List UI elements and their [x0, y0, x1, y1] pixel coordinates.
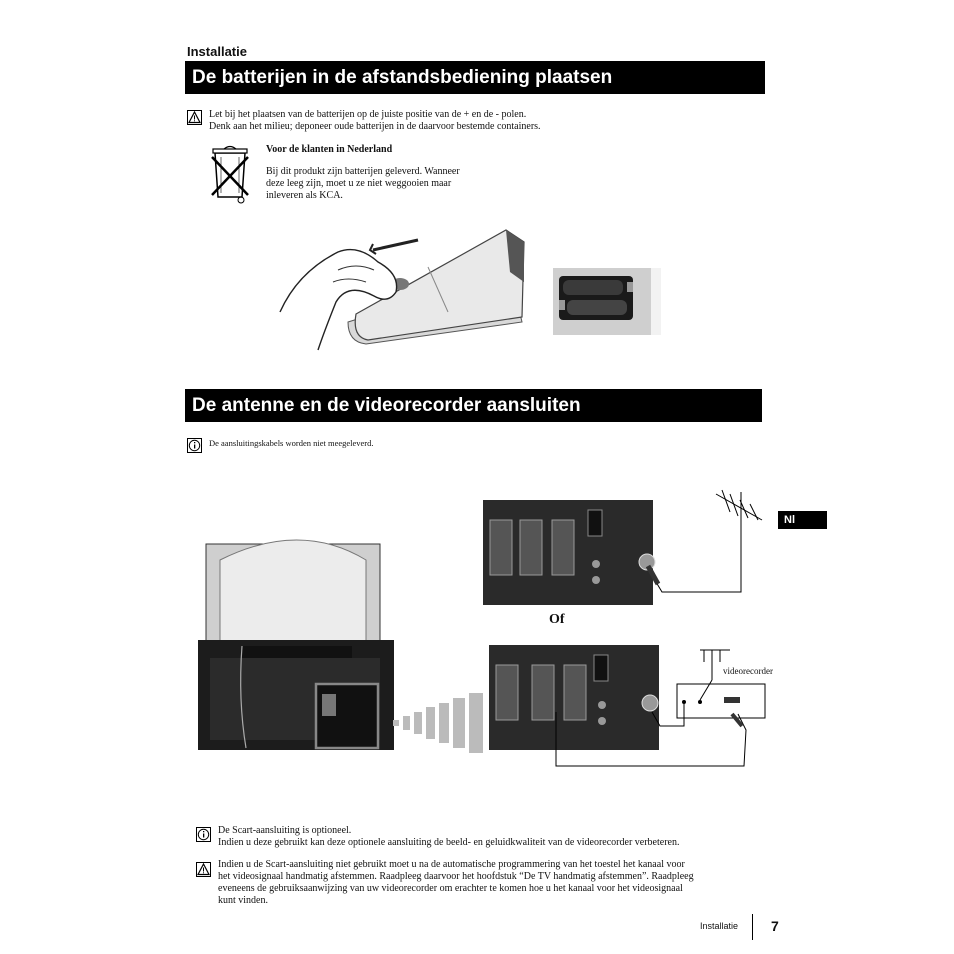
battery-section-title: De batterijen in de afstandsbediening plaatsen [185, 61, 765, 94]
scart-warning-line: Indien u de Scart-aansluiting niet gebruikt moet u na de automatische programmering van het toestel het kanaal voor [218, 859, 685, 870]
battery-warning-text [209, 109, 541, 133]
info-icon [187, 438, 202, 453]
scart-warning-line: eveneens de gebruiksaanwijzing van uw videorecorder om erachter te komen hoe u het kanaal voor het videosignaal [218, 883, 683, 894]
nl-customers-text [266, 166, 460, 202]
section-label: Installatie [187, 44, 247, 59]
page-number: 7 [771, 918, 779, 934]
antenna-section-title: De antenne en de videorecorder aansluiten [185, 389, 762, 422]
battery-compartment-photo [553, 268, 661, 335]
antenna-symbol-upper [716, 490, 762, 526]
language-tab: Nl [778, 511, 827, 529]
zoom-indicator [393, 693, 483, 753]
nl-customers-line: Bij dit produkt zijn batterijen geleverd. Wanneer [266, 166, 460, 177]
scart-note-line: De Scart-aansluiting is optioneel. [218, 825, 352, 836]
footer-section-label: Installatie [700, 921, 739, 931]
nl-customers-heading: Voor de klanten in Nederland [266, 144, 393, 155]
scart-optional-note [218, 825, 679, 849]
vcr-illustration [677, 684, 765, 718]
scart-warning-line: het videosignaal handmatig afstemmen. Raadpleeg daarvoor het hoofdstuk “De TV handmatig afstemmen”. Raadpleeg [218, 871, 694, 882]
cables-note: De aansluitingskabels worden niet meegeleverd. [209, 438, 374, 448]
info-icon [196, 827, 211, 842]
battery-warning-line: Denk aan het milieu; deponeer oude batterijen in de daarvoor bestemde containers. [209, 121, 541, 132]
alternative-label: Of [549, 612, 565, 627]
scart-note-line: Indien u deze gebruikt kan deze optionele aansluiting de beeld- en geluidkwaliteit van de videorecorder verbeteren. [218, 837, 680, 848]
tv-rear-illustration [198, 540, 394, 750]
footer-divider [752, 914, 753, 940]
crossed-bin-icon [209, 143, 251, 205]
vcr-label: videorecorder [723, 666, 773, 676]
connector-panel-with-vcr [489, 645, 659, 750]
connection-diagram [196, 486, 806, 776]
nl-customers-line: deze leeg zijn, moet u ze niet weggooien maar [266, 178, 452, 189]
scart-warning-note [218, 859, 694, 907]
remote-hand-illustration [278, 222, 530, 352]
nl-customers-line: inleveren als KCA. [266, 190, 343, 201]
warning-icon [187, 110, 202, 125]
connector-panel-antenna-only [483, 500, 655, 605]
scart-warning-line: kunt vinden. [218, 895, 268, 906]
battery-warning-line: Let bij het plaatsen van de batterijen op de juiste positie van de + en de - polen. [209, 109, 527, 120]
warning-icon [196, 862, 211, 877]
